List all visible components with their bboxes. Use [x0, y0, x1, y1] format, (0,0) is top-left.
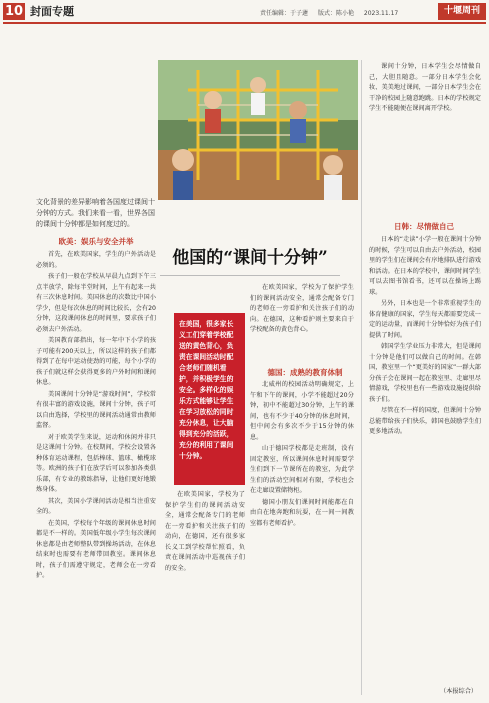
paragraph: 首先，在欧美国家，学生的户外活动是必须的。: [36, 251, 156, 269]
paragraph: 尽管在不一样的国度，但课间十分钟总能带给孩子们快乐，韩国也鼓励学生们更多地活动。: [369, 407, 481, 435]
pull-quote: 在美国，很多家长义工们穿着学校配送的黄色背心，负责在课间活动时配合老师们随机看护，并积极学生的安全。多样化的娱乐方式能够让学生在学习放松的同时充分休息，让大脑得到充分的活跃，充分的利用了课间十分钟。: [174, 313, 245, 485]
paragraph: 山于德国学校都是走班制，没有固定教室，所以课间休息时间需要学生们到下一节课所在的教室，为此学生们的活动空间相对有限，学校也会在走廊设置储物柜。: [250, 445, 354, 494]
paragraph: 日本的“走读”小学一般在课间十分钟的时候，学生可以自由去户外活动，校园里的学生们在课间会有序地排队进行游戏和活动。在日本的学校中，课间时间学生可以去图书馆看书，还可以在操场上踢球。: [369, 236, 481, 296]
paragraph: 美国课间十分钟是“游戏时间”，学校常有很丰富的游戏设施，课间十分钟，孩子可以自由选择，学校里的课间活动通常由教师监督。: [36, 390, 156, 429]
paragraph: 对于欧美学生来说，运动和休闲并非只是这课间十分钟。在校期间，学校会设置各种体育运动课程，包括棒球、篮球、橄榄球等。欧洲的孩子们在放学后可以参加各类俱乐部，有专业的教练指导，让他们更好地锻炼身体。: [36, 433, 156, 493]
paragraph: 孩子们一般在学校从早晨九点到下午三点半放学，除每半堂时间，上午有起来一共有三次休息时间。美国休息的次数比中国小学少，但是每次休息的时间比较长，会有20分钟，这段课间休息的时间里，要求孩子们必须去户外活动。: [36, 273, 156, 333]
paragraph: 课间十分钟，日本学生会尽情做自己，大胆且随意。一部分日本学生会化妆、美美地过课间，一部分日本学生会在干净的校园上随意跑跳。日本的学校规定学生不能随便在课间离开学校。: [369, 63, 481, 112]
title-underline: [160, 275, 340, 276]
article-column: [36, 250, 156, 695]
article-column: [369, 62, 481, 222]
article-intro: 文化背景的差异影响着各国度过课间十分钟的方式。我们来看一看，世界各国的课间十分钟都是如何度过的。: [36, 198, 155, 228]
article-photo: [158, 60, 358, 200]
paragraph: 北威州的校园活动明确规定，上午和下午的课间，小学不能超过20分钟，初中不能超过30分钟，上午的课间，也有不少于40分钟的休息时间，但中间会有多次不少于15分钟的休息。: [250, 381, 354, 441]
article-column: [165, 490, 245, 695]
column-divider: [361, 60, 362, 695]
article-title: 他国的“课间十分钟”: [172, 248, 328, 268]
issue-date: 2023.11.17: [363, 10, 399, 17]
editor-credit: 责任编辑：于子蘧: [260, 10, 309, 17]
paragraph: 在美国，学校每个年级的课间休息时间都是不一样的。美国低年级小学生每次课间休息都是由老师整队带到操场活动，在休息结束时也需要有老师带回教室。课间休息时，孩子们需遵守规定，老师会在一旁看护。: [36, 519, 156, 579]
article-column: [250, 380, 354, 695]
paragraph: 在欧美国家，学校为了保护学生们的课间活动安全，通常会配备专门的老师在一旁看护和关注孩子们的动向。在德国，这种看护则主要来自于学校配备的黄色背心。: [250, 284, 354, 333]
newspaper-logo: 十堰周刊: [438, 3, 486, 20]
page-number: 10: [4, 4, 24, 19]
paragraph: 另外，日本也是一个非常重视学生的体育健康的国家，学生每天都需要完成一定的运动量，而课间十分钟恰好为孩子们提供了时间。: [369, 300, 481, 339]
header-rule: [3, 22, 486, 24]
paragraph: 韩国学生学业压力非常大，但是课间十分钟是他们可以做自己的时间。在韩国，教室里一个“更美好的国家”一群大部分孩子会在课间一起在教室里、走廊里尽情游戏，学校里也有一些游戏设施提供给孩子们。: [369, 343, 481, 403]
section-heading: 德国：成熟的教育体制: [267, 368, 343, 377]
paragraph: 美国教育部指出，每一年中下小学的孩子可能有200天以上，所以这样的孩子们都得到了在每中运动使劲的可能，每个小学的孩子们就这样会获得更多的户外时间和课间休息。: [36, 337, 156, 386]
paragraph: 德国小朋友们课间时间能都在自由自在地奔跑和玩耍，在一间一间教室都有老师看护。: [250, 498, 354, 527]
article-source: （本报综合）: [440, 688, 478, 695]
section-heading: 欧美：娱乐与安全并举: [58, 237, 134, 246]
section-title: 封面专题: [30, 5, 74, 18]
page-meta: [260, 8, 406, 17]
page-header: [0, 0, 489, 22]
article-column: [369, 235, 481, 685]
paragraph: 在欧美国家，学校为了保护学生们的课间活动安全，通常会配备专门的老师在一旁看护和关注孩子们的动向，在德国，还有很多家长义工到学校帮忙照看，负责在课间活动中巡视孩子们的安全。: [165, 491, 245, 572]
designer-credit: 版式：陈小艳: [317, 10, 354, 17]
section-heading: 日韩：尽情做自己: [394, 222, 454, 231]
article-column: [250, 283, 354, 367]
paragraph: 其次，美国小学课间活动是相当注重安全的。: [36, 497, 156, 515]
